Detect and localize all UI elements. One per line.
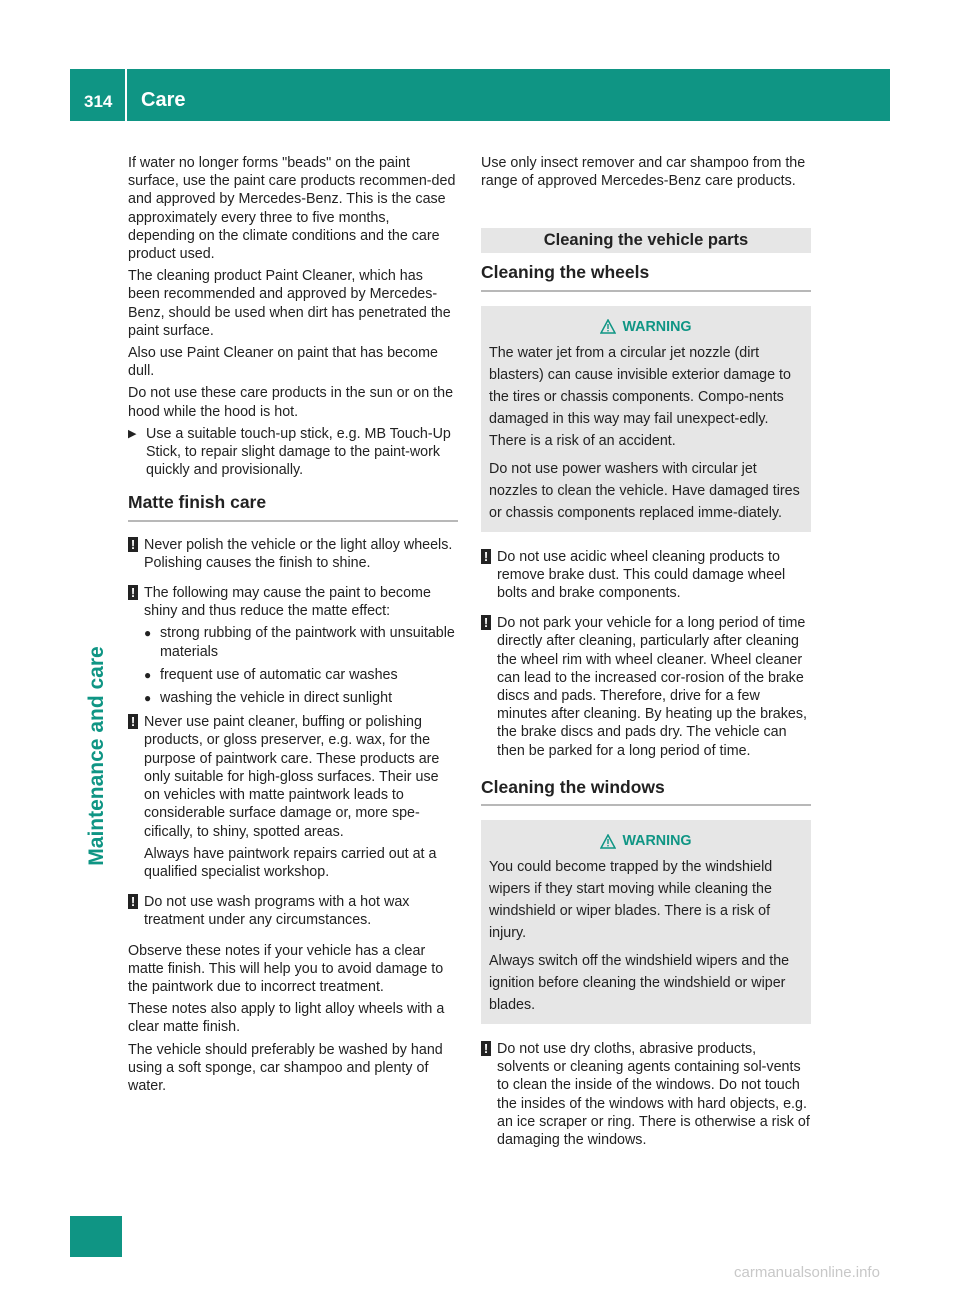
list-item: ● frequent use of automatic car washes: [144, 666, 398, 683]
section-title: Cleaning the vehicle parts: [481, 228, 811, 253]
bullet-icon: ●: [144, 691, 152, 706]
note-text: Never polish the vehicle or the light alloy wheels. Polishing causes the finish to shine.: [144, 536, 453, 571]
windows-heading: Cleaning the windows: [481, 778, 811, 806]
paragraph: Do not use these care products in the sun or on the hood while the hood is hot.: [128, 385, 454, 420]
warning-box: [481, 306, 811, 532]
warning-text: The water jet from a circular jet nozzle (dirt blasters) can cause invisible exterior damage to the tires or chassis components. Compo-nents damaged in this way may fail unexpect-edly. There is a risk of an accident.: [489, 344, 791, 449]
note-text: Do not use dry cloths, abrasive products, solvents or cleaning agents containing sol-vents to clean the inside of the windows. Do not touch the insides of the windows with hard objects, e.g. an ice scraper or ring. There is otherwise a risk of damaging the windows.: [497, 1041, 810, 1149]
caution-note: [128, 893, 458, 929]
warning-triangle-icon: [600, 834, 616, 849]
caution-note: [481, 614, 811, 760]
matte-finish-heading: Matte finish care: [128, 493, 458, 521]
side-tab-block: [70, 1216, 122, 1257]
warning-title: WARNING: [489, 316, 803, 338]
paragraph: Observe these notes if your vehicle has a clear matte finish. This will help you to avoid damage to the paintwork due to incorrect treatment.: [128, 942, 444, 995]
instruction-step: [128, 425, 458, 480]
header-divider: [125, 69, 127, 121]
header-bar: [70, 69, 890, 121]
right-column: [481, 154, 811, 1161]
exclamation-icon: !: [128, 894, 138, 909]
paragraph: The cleaning product Paint Cleaner, which has been recommended and approved by Mercedes-Benz, should be used when dirt has penetrated the paint surface.: [128, 268, 451, 339]
note-text: Do not park your vehicle for a long period of time directly after cleaning, particularly after cleaning the wheel rim with wheel cleaner. Wheel cleaner can lead to the increased cor-rosion of the brake discs and pads. Therefore, drive for a few minutes after cleaning. By heating up the brakes, the brake discs and pads dry. The vehicle can then be parked for a long period of time.: [497, 615, 807, 759]
warning-text: Do not use power washers with circular jet nozzles to clean the vehicle. Have damaged tires or chassis components replaced imme-diately.: [489, 460, 800, 521]
step-text: Use a suitable touch-up stick, e.g. MB Touch-Up Stick, to repair slight damage to the paint-work quickly and provisionally.: [146, 425, 451, 479]
exclamation-icon: !: [481, 615, 491, 630]
bullet-list: [144, 624, 458, 707]
wheels-heading: Cleaning the wheels: [481, 263, 811, 291]
page-title: Care: [141, 89, 186, 111]
note-text: Do not use wash programs with a hot wax treatment under any circumstances.: [144, 894, 410, 929]
exclamation-icon: !: [481, 549, 491, 564]
paragraph: Also use Paint Cleaner on paint that has become dull.: [128, 345, 438, 380]
note-continuation: Always have paintwork repairs carried out at a qualified specialist workshop.: [144, 845, 437, 880]
note-text: Do not use acidic wheel cleaning products to remove brake dust. This could damage wheel bolts and brake components.: [497, 548, 786, 602]
bullet-icon: ●: [144, 667, 152, 682]
paragraph: The vehicle should preferably be washed by hand using a soft sponge, car shampoo and plenty of water.: [128, 1041, 443, 1094]
warning-box: [481, 820, 811, 1024]
exclamation-icon: !: [128, 585, 138, 600]
left-column: [128, 154, 458, 1099]
note-text: The following may cause the paint to become shiny and thus reduce the matte effect:: [144, 585, 431, 620]
side-section-label: Maintenance and care: [85, 646, 108, 866]
warning-triangle-icon: [600, 319, 616, 334]
caution-note: [128, 713, 458, 840]
warning-title: WARNING: [489, 830, 803, 852]
footer-watermark: carmanualsonline.info: [734, 1264, 880, 1281]
exclamation-icon: !: [128, 537, 138, 552]
warning-text: You could become trapped by the windshield wipers if they start moving while cleaning the windshield or wiper blades. There is a risk of injury.: [489, 859, 773, 942]
note-text: Never use paint cleaner, buffing or polishing products, or gloss preserver, e.g. wax, for the purpose of paintwork care. These products are only suitable for high-gloss surfaces. Their use on vehicles with matte paintwork leads to considerable surface damage or, more spe-cifically, to shiny, spotted areas.: [144, 714, 440, 840]
caution-note: [128, 536, 458, 572]
list-item: ● washing the vehicle in direct sunlight: [144, 690, 393, 707]
step-arrow-icon: ▶: [128, 427, 137, 440]
caution-note: [128, 584, 458, 620]
paragraph: Use only insect remover and car shampoo from the range of approved Mercedes-Benz care products.: [481, 155, 806, 190]
caution-note: [481, 1040, 811, 1149]
list-item: ● strong rubbing of the paintwork with unsuitable materials: [144, 625, 455, 660]
caution-note: [481, 548, 811, 603]
paragraph: These notes also apply to light alloy wheels with a clear matte finish.: [128, 1001, 445, 1036]
exclamation-icon: !: [481, 1041, 491, 1056]
bullet-icon: ●: [144, 626, 152, 641]
warning-text: Always switch off the windshield wipers and the ignition before cleaning the windshield or wiper blades.: [489, 953, 790, 1014]
page-number: 314: [84, 92, 113, 111]
paragraph: If water no longer forms "beads" on the paint surface, use the paint care products recommen-ded and approved by Mercedes-Benz. This is the case approximately every three to five months, depending on the climate conditions and the care product used.: [128, 155, 456, 263]
exclamation-icon: !: [128, 714, 138, 729]
